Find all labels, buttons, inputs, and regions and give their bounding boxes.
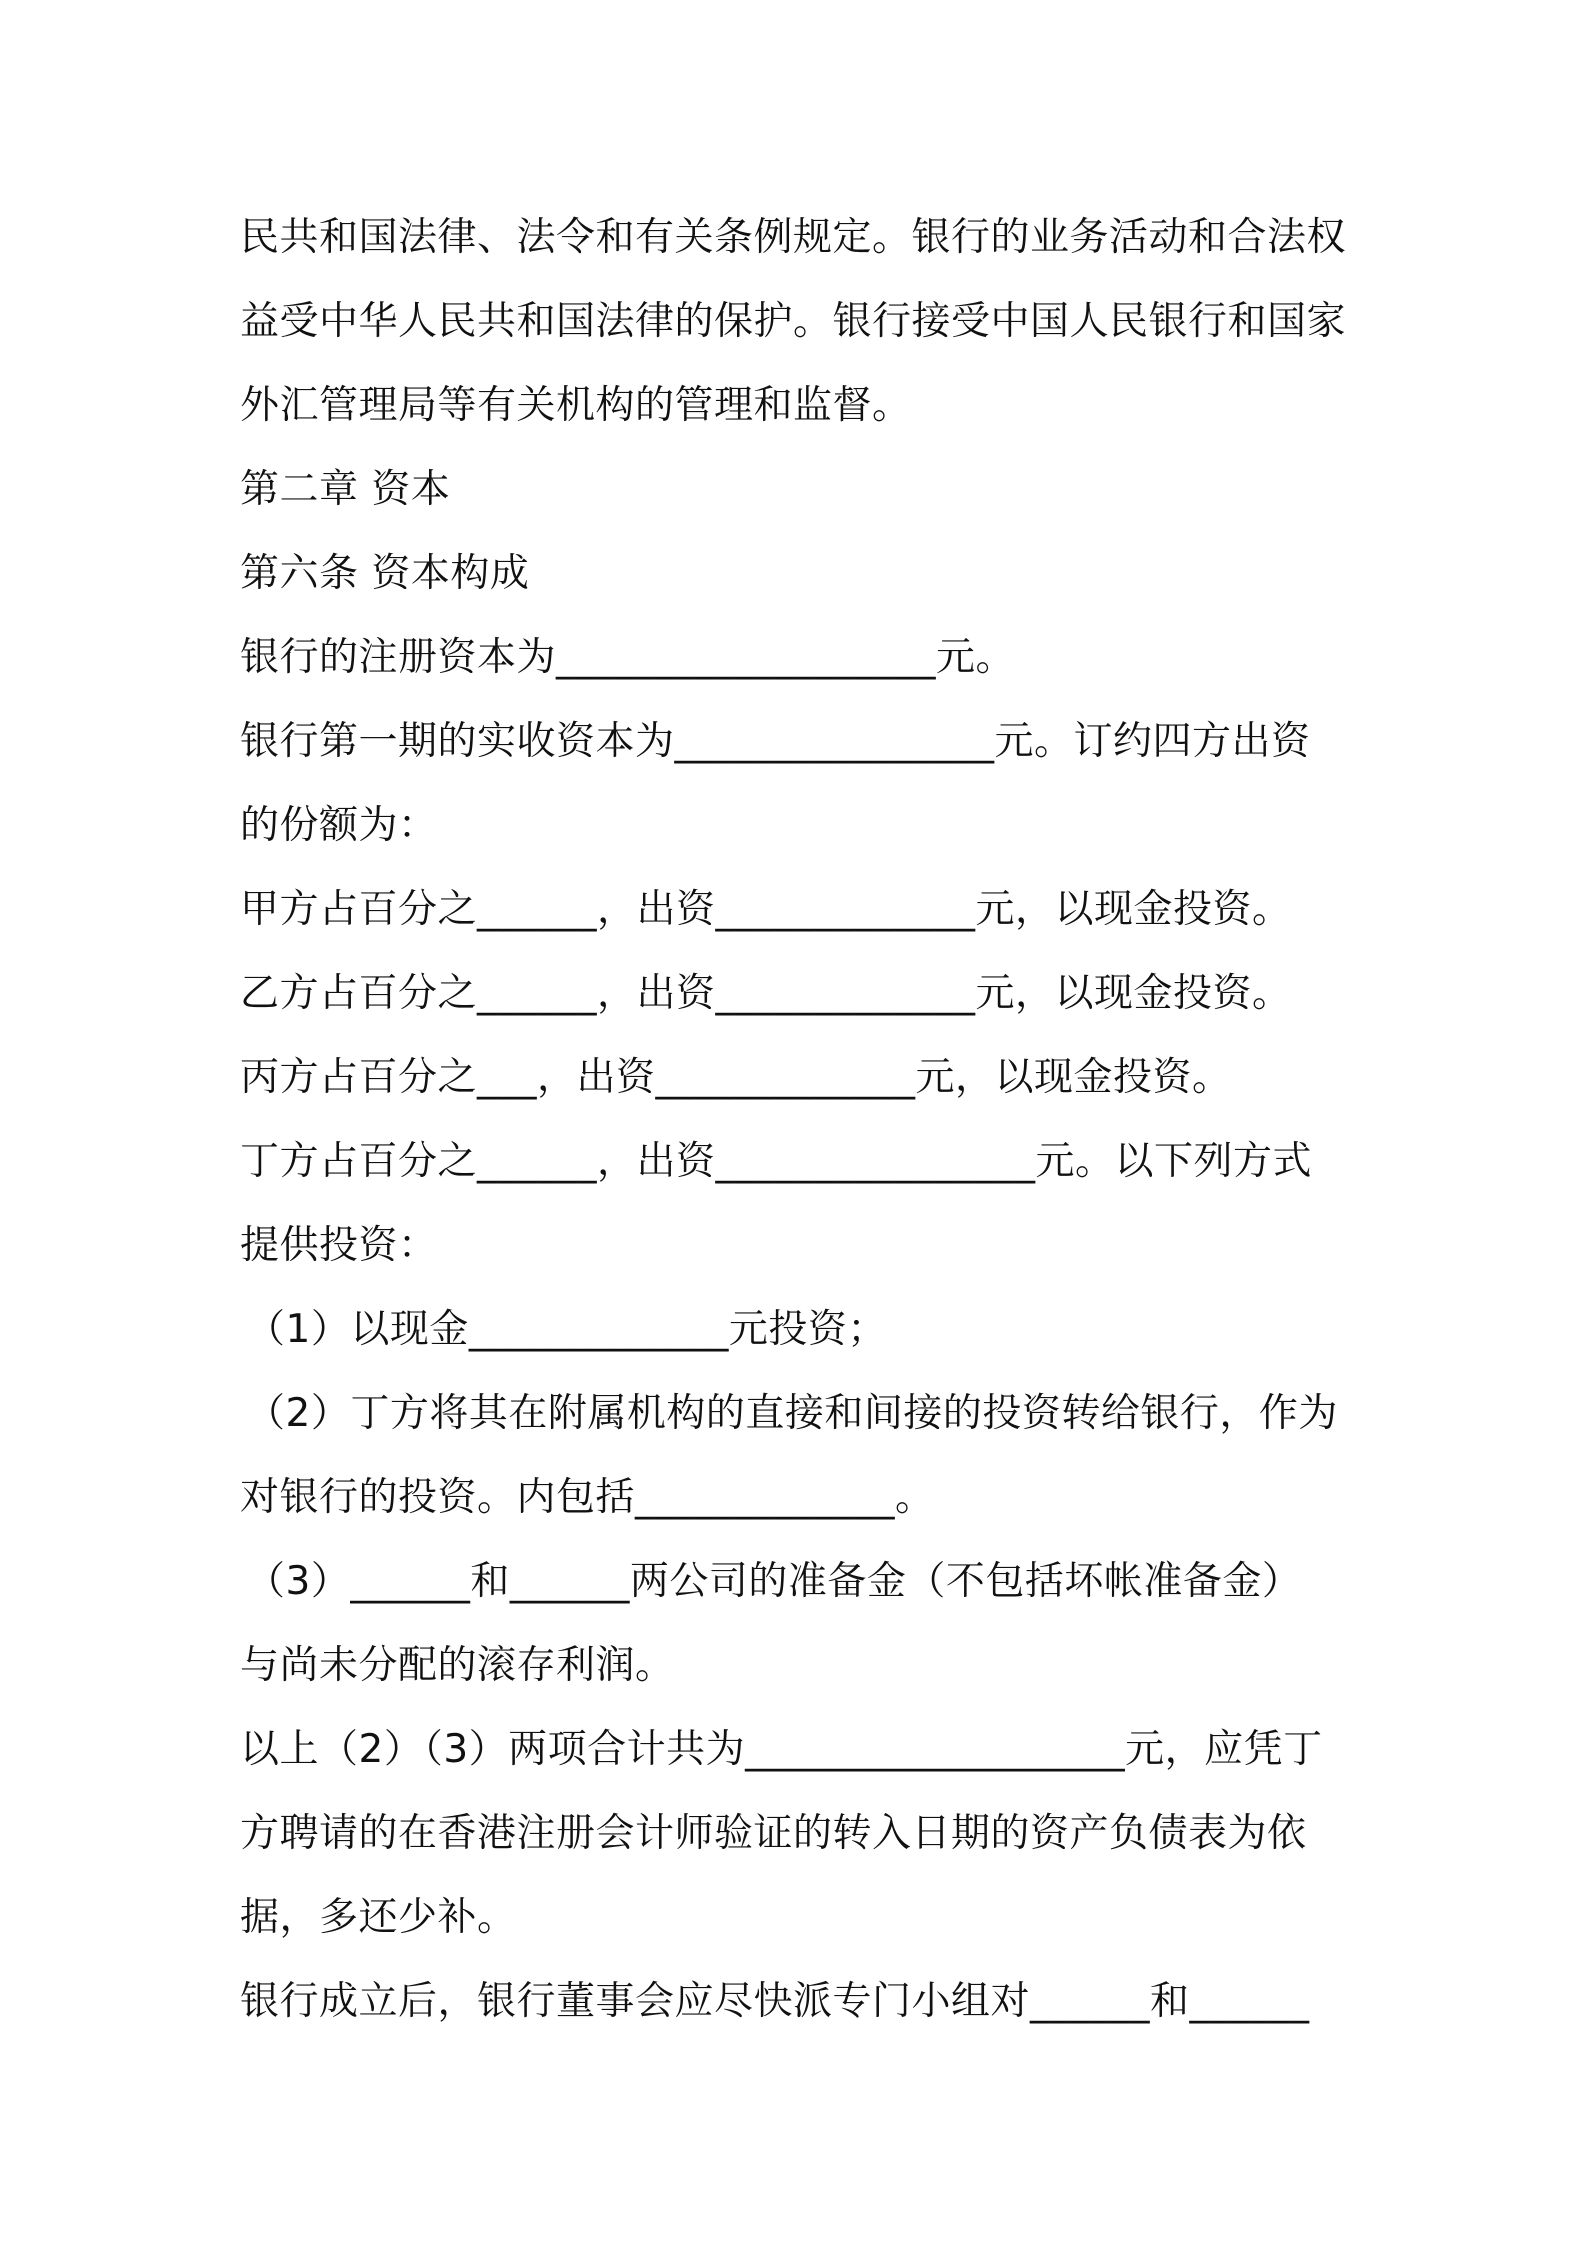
paragraph-line: 银行的注册资本为___________________元。	[240, 635, 1016, 680]
paragraph-line: 益受中华人民共和国法律的保护。银行接受中国人民银行和国家	[240, 299, 1347, 344]
paragraph-line: 据，多还少补。	[240, 1895, 517, 1940]
paragraph-line: 民共和国法律、法令和有关条例规定。银行的业务活动和合法权	[240, 215, 1347, 260]
paragraph-line: 甲方占百分之______，出资_____________元，以现金投资。	[240, 887, 1292, 932]
list-item-line: （2）丁方将其在附属机构的直接和间接的投资转给银行，作为	[246, 1391, 1338, 1436]
document-body	[240, 196, 1360, 2044]
paragraph-line: 银行成立后，银行董事会应尽快派专门小组对______和______	[240, 1979, 1310, 2024]
paragraph-line: 银行第一期的实收资本为________________元。订约四方出资	[240, 719, 1311, 764]
paragraph-line: 外汇管理局等有关机构的管理和监督。	[240, 383, 912, 428]
paragraph-line: 乙方占百分之______，出资_____________元，以现金投资。	[240, 971, 1292, 1016]
list-item-line: （3）______和______两公司的准备金（不包括坏帐准备金）	[246, 1559, 1302, 1604]
chapter-heading: 第二章 资本	[240, 467, 451, 512]
paragraph-line: 的份额为：	[240, 803, 438, 848]
paragraph-line: 对银行的投资。内包括_____________。	[240, 1475, 935, 1520]
list-item-line: （1）以现金_____________元投资；	[246, 1307, 887, 1352]
article-heading: 第六条 资本构成	[240, 551, 530, 596]
paragraph-line: 以上（2）（3）两项合计共为___________________元，应凭丁	[240, 1727, 1323, 1772]
paragraph-line: 丙方占百分之___，出资_____________元，以现金投资。	[240, 1055, 1232, 1100]
paragraph-line: 与尚未分配的滚存利润。	[240, 1643, 675, 1688]
paragraph-line: 方聘请的在香港注册会计师验证的转入日期的资产负债表为依	[240, 1811, 1307, 1856]
paragraph-line: 丁方占百分之______，出资________________元。以下列方式	[240, 1139, 1313, 1184]
paragraph-line: 提供投资：	[240, 1223, 438, 1268]
